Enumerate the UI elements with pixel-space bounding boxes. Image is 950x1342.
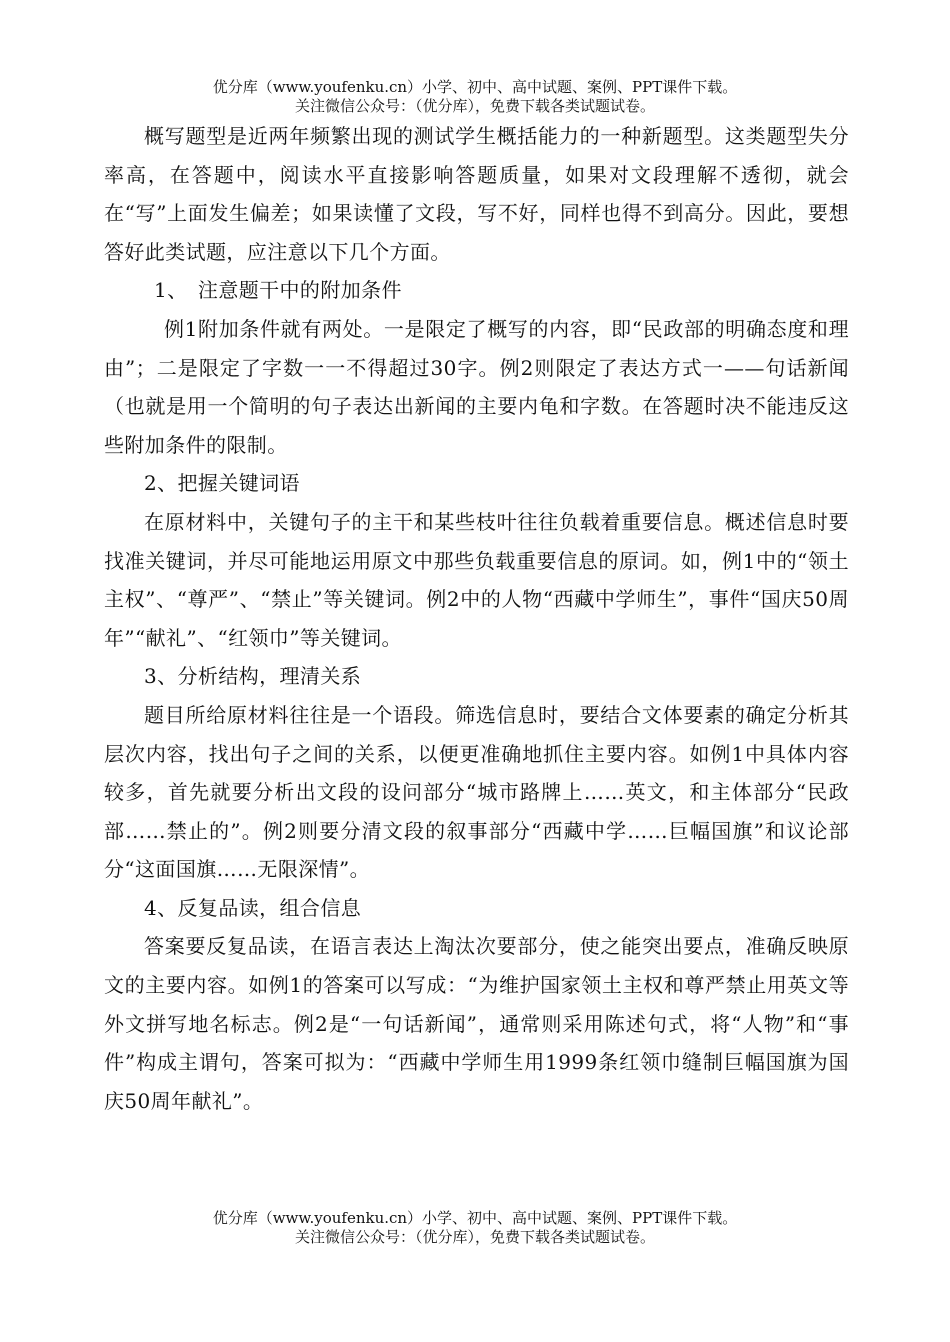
section-paragraph-1: 例1附加条件就有两处。一是限定了概写的内容，即“民政部的明确态度和理由”；二是限定了字数一一不得超过30字。例2则限定了表达方式一——句话新闻（也就是用一个简明的句子表达出新闻的主要内龟和字数。在答题时决不能违反这些附加条件的限制。 — [104, 316, 849, 457]
header-line-2: 关注微信公众号：（优分库），免费下载各类试题试卷。 — [294, 97, 655, 115]
section-heading-1: 1、 注意题干中的附加条件 — [154, 278, 402, 303]
section-heading-2: 2、把握关键词语 — [144, 471, 300, 496]
section-heading-4: 4、反复品读，组合信息 — [144, 895, 362, 920]
section-paragraph-4: 答案要反复品读，在语言表达上淘汰次要部分，使之能突出要点，准确反映原文的主要内容。如例1的答案可以写成：“为维护国家领土主权和尊严禁止用英文等外文拼写地名标志。例2是“一句话新闻”，通常则采用陈述句式，将“人物”和“事件”构成主谓句，答案可拟为：“西藏中学师生用1999条红领巾缝制巨幅国旗为国庆50周年献礼”。 — [104, 934, 849, 1113]
section-heading-3: 3、分析结构，理清关系 — [144, 664, 362, 689]
section-paragraph-2: 在原材料中，关键句子的主干和某些枝叶往往负载着重要信息。概述信息时要找准关键词，并尽可能地运用原文中那些负载重要信息的原词。如，例1中的“领土主权”、“尊严”、“禁止”等关键词。例2中的人物“西藏中学师生”，事件“国庆50周年”“献礼”、“红领巾”等关键词。 — [104, 509, 849, 650]
header-line-1: 优分库（www.youfenku.cn）小学、初中、高中试题、案例、PPT课件下载。 — [212, 78, 738, 96]
section-paragraph-3: 题目所给原材料往往是一个语段。筛选信息时，要结合文体要素的确定分析其层次内容，找出句子之间的关系，以便更准确地抓住主要内容。如例1中具体内容较多，首先就要分析出文段的设问部分“城市路牌上……英文，和主体部分“民政部……禁止的”。例2则要分清文段的叙事部分“西藏中学……巨幅国旗”和议论部分“这面国旗……无限深情”。 — [104, 702, 849, 882]
footer-line-2: 关注微信公众号：（优分库），免费下载各类试题试卷。 — [294, 1228, 655, 1246]
article-body — [104, 117, 849, 1120]
intro-paragraph: 概写题型是近两年频繁出现的测试学生概括能力的一种新题型。这类题型失分率高，在答题中，阅读水平直接影响答题质量，如果对文段理解不透彻，就会在“写”上面发生偏差；如果读懂了文段，写不好，同样也得不到高分。因此，要想答好此类试题，应注意以下几个方面。 — [104, 124, 849, 264]
footer-line-1: 优分库（www.youfenku.cn）小学、初中、高中试题、案例、PPT课件下载。 — [212, 1209, 738, 1227]
